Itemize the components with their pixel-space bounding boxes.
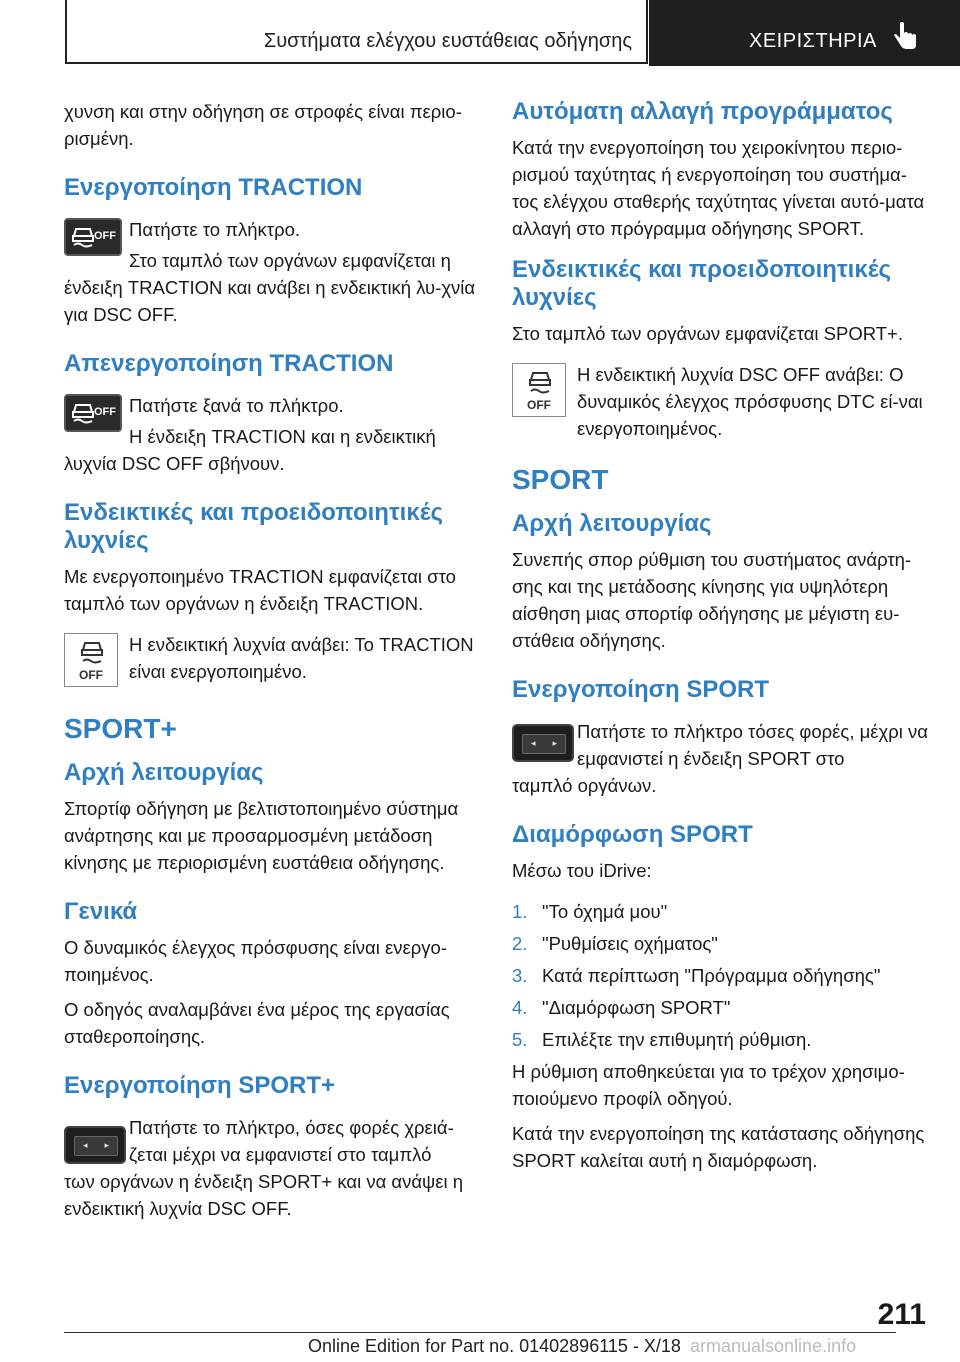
dsc-off-button-icon [64, 218, 122, 256]
heading-config: Διαμόρφωση SPORT [512, 821, 753, 848]
list-item: 2. "Ρυθμίσεις οχήματος" [512, 933, 718, 954]
lamp-off-label: OFF [79, 668, 103, 682]
auto-switch-text: Κατά την ενεργοποίηση του χειροκίνητου περιο-ρισμού ταχύτητας ή ενεργοποίηση του συστήμα-τος ελέγχου σταθερής ταχύτητας γίνεται αυτό-ματα αλλαγή στο πρόγραμμα οδήγησης SPORT. [512, 137, 925, 239]
config-saved-text: Η ρύθμιση αποθηκεύεται για το τρέχον χρησιμο-ποιούμενο προφίλ οδηγού. [512, 1061, 905, 1109]
heading-lamps-left: Ενδεικτικές και προειδοποιητικές λυχνίες [64, 499, 444, 554]
heading-traction-off: Απενεργοποίηση TRACTION [64, 350, 394, 377]
list-item: 3. Κατά περίπτωση "Πρόγραμμα οδήγησης" [512, 965, 881, 986]
hand-pointer-icon [892, 22, 918, 50]
traction-off-info-b: λυχνία DSC OFF σβήνουν. [64, 453, 285, 474]
dsc-off-label: OFF [94, 230, 116, 242]
footer-divider [64, 1332, 896, 1333]
header-chapter-tab [649, 0, 960, 66]
config-intro: Μέσω του iDrive: [512, 860, 652, 881]
heading-traction-on: Ενεργοποίηση TRACTION [64, 174, 363, 201]
footer [0, 1334, 960, 1362]
principle-text-right: Συνεπής σπορ ρύθμιση του συστήματος ανάρτη-σης και της μετάδοσης κίνησης για υψηλότερη αίσθηση μιας σπορτίφ οδήγησης με μέγιστη ευ-στάθεια οδήγησης. [512, 549, 912, 651]
sport-on-step: Πατήστε το πλήκτρο τόσες φορές, μέχρι να εμφανιστεί η ένδειξη SPORT στο [577, 721, 928, 769]
general-text-1: Ο δυναμικός έλεγχος πρόσφυσης είναι ενεργο-ποιημένος. [64, 937, 447, 985]
principle-text-left: Σπορτίφ οδήγηση με βελτιστοποιημένο σύστημα ανάρτησης και με προσαρμοσμένη μετάδοση κίνησης με περιορισμένη ευστάθεια οδήγησης. [64, 798, 459, 873]
traction-off-info-a: Η ένδειξη TRACTION και η ενδεικτική [129, 426, 436, 447]
lamp-off-label: OFF [527, 398, 551, 412]
heading-sportplus-on: Ενεργοποίηση SPORT+ [64, 1072, 336, 1099]
footer-edition: Online Edition for Part no. 01402896115 - X/18 [308, 1336, 681, 1356]
dsc-off-lamp-icon [64, 633, 118, 687]
lamps-text-left: Με ενεργοποιημένο TRACTION εμφανίζεται στο ταμπλό των οργάνων η ένδειξη TRACTION. [64, 566, 456, 614]
config-steps-list [512, 898, 930, 1053]
left-column [64, 98, 482, 1222]
chapter-tab-label: ΧΕΙΡΙΣΤΗΡΙΑ [749, 30, 877, 52]
sportplus-on-info: των οργάνων η ένδειξη SPORT+ και να ανάψει η ενδεικτική λυχνία DSC OFF. [64, 1171, 464, 1219]
traction-on-info-b: ένδειξη TRACTION και ανάβει η ενδεικτική λυ-χνία για DSC OFF. [64, 277, 476, 325]
footer-site-watermark: armanualsonline.info [690, 1336, 857, 1356]
traction-on-info-a: Στο ταμπλό των οργάνων εμφανίζεται η [129, 250, 451, 271]
list-item: 1. "Το όχημά μου" [512, 901, 668, 922]
lamps-text-right: Στο ταμπλό των οργάνων εμφανίζεται SPORT+. [512, 323, 904, 344]
list-item: 5. Επιλέξτε την επιθυμητή ρύθμιση. [512, 1029, 812, 1050]
general-text-2: Ο οδηγός αναλαμβάνει ένα μέρος της εργασίας σταθεροποίησης. [64, 999, 450, 1047]
heading-principle-left: Αρχή λειτουργίας [64, 759, 264, 786]
drive-mode-switch-icon: ◂ ▸ [512, 724, 574, 762]
lamps-icon-text-right: Η ενδεικτική λυχνία DSC OFF ανάβει: Ο δυναμικός έλεγχος πρόσφυσης DTC εί-ναι ενεργοποιημένος. [577, 364, 923, 439]
config-activate-text: Κατά την ενεργοποίηση της κατάστασης οδήγησης SPORT καλείται αυτή η διαμόρφωση. [512, 1123, 925, 1171]
heading-sport-on: Ενεργοποίηση SPORT [512, 676, 770, 703]
header-section-title: Συστήματα ελέγχου ευστάθειας οδήγησης [263, 30, 632, 52]
traction-on-step: Πατήστε το πλήκτρο. [129, 219, 301, 240]
heading-sportplus: SPORT+ [64, 713, 177, 744]
dsc-off-lamp-icon [512, 363, 566, 417]
heading-lamps-right: Ενδεικτικές και προειδοποιητικές λυχνίες [512, 256, 892, 311]
heading-general: Γενικά [64, 898, 138, 925]
dsc-off-label: OFF [94, 406, 116, 418]
header-section-box [65, 0, 648, 64]
heading-principle-right: Αρχή λειτουργίας [512, 510, 712, 537]
lamps-icon-text-left: Η ενδεικτική λυχνία ανάβει: Το TRACTION είναι ενεργοποιημένο. [129, 634, 474, 682]
list-item: 4. "Διαμόρφωση SPORT" [512, 997, 731, 1018]
sport-on-info: ταμπλό οργάνων. [512, 775, 657, 796]
sportplus-on-step: Πατήστε το πλήκτρο, όσες φορές χρειά-ζεται μέχρι να εμφανιστεί στο ταμπλό [129, 1117, 454, 1165]
right-column [512, 98, 930, 1174]
drive-mode-switch-icon: ◂ ▸ [64, 1126, 126, 1164]
intro-text: χυνση και στην οδήγηση σε στροφές είναι περιο-ρισμένη. [64, 101, 462, 149]
heading-auto-switch: Αυτόματη αλλαγή προγράμματος [512, 98, 893, 125]
heading-sport: SPORT [512, 464, 609, 495]
traction-off-step: Πατήστε ξανά το πλήκτρο. [129, 395, 344, 416]
dsc-off-button-icon [64, 394, 122, 432]
page-number: 211 [877, 1298, 926, 1331]
